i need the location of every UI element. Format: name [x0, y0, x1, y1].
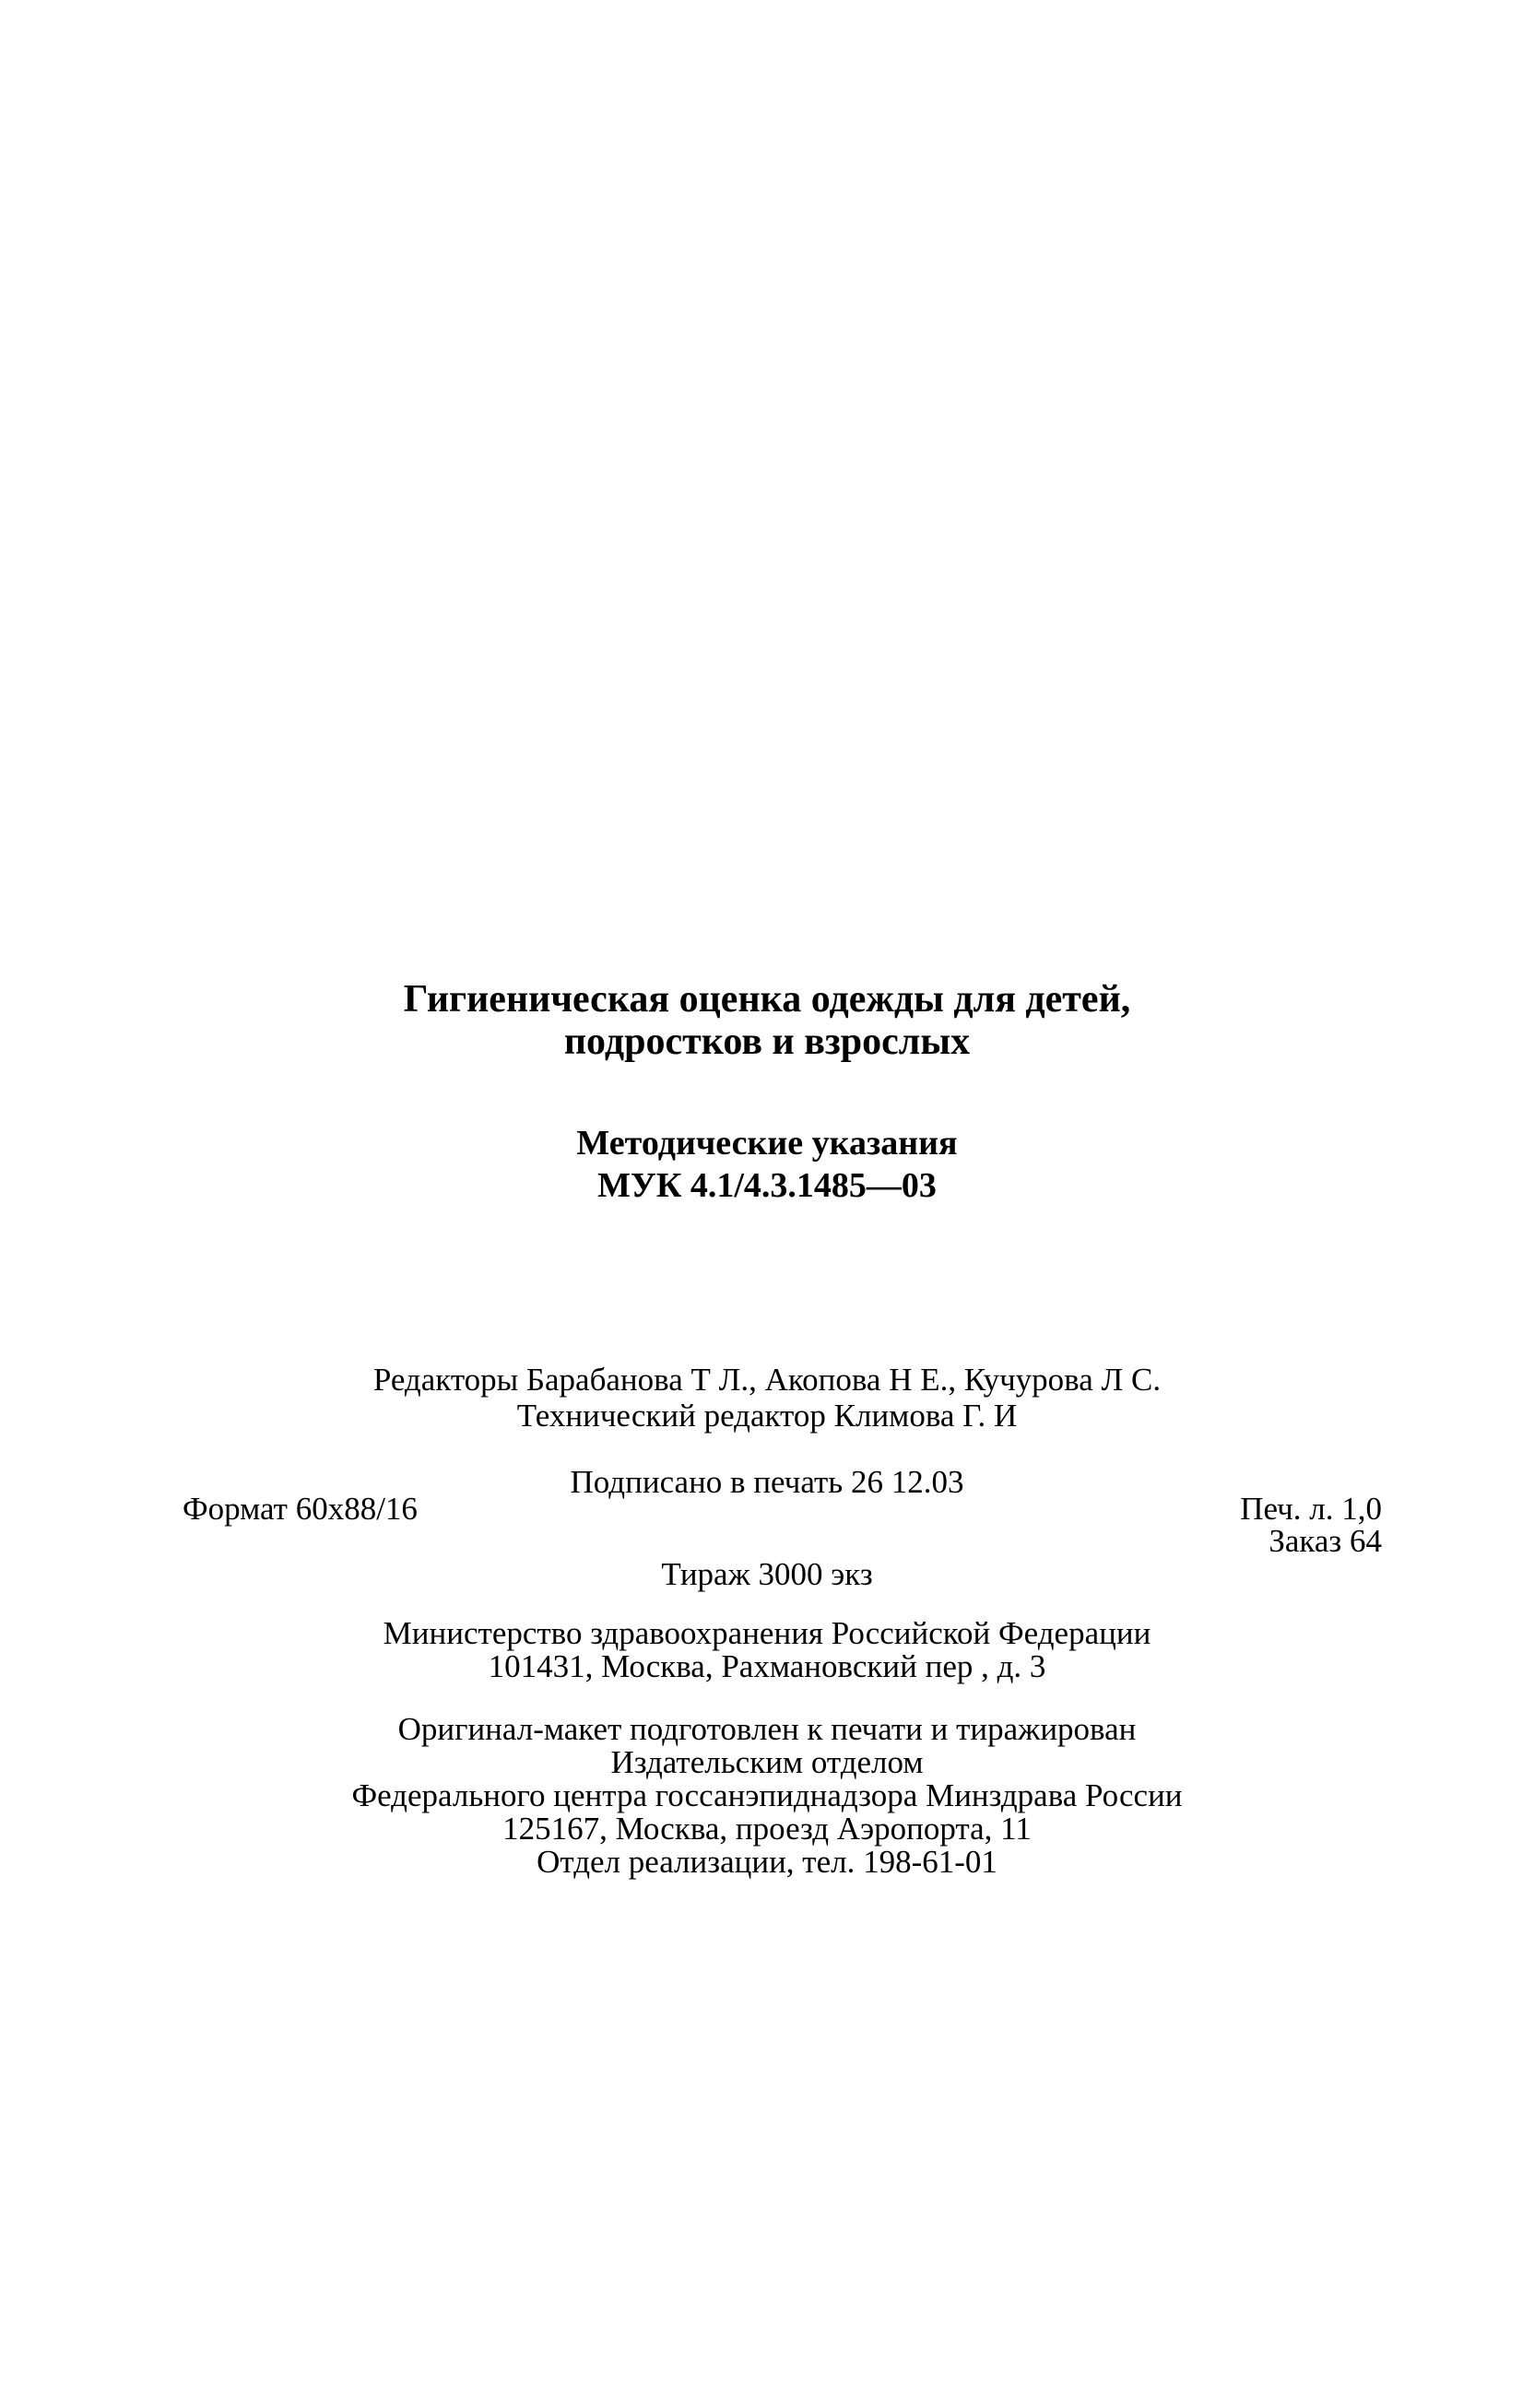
production-address: 125167, Москва, проезд Аэропорта, 11: [502, 1811, 1032, 1847]
signed-to-print: Подписано в печать 26 12.03: [570, 1464, 964, 1500]
paper-format: Формат 60x88/16: [183, 1491, 418, 1527]
sales-department: Отдел реализации, тел. 198-61-01: [537, 1844, 997, 1880]
editors-line: Редакторы Барабанова Т Л., Акопова Н Е., Кучурова Л С.: [372, 1362, 1162, 1398]
publisher-name: Министерство здравоохранения Российской Федерации: [383, 1615, 1151, 1651]
production-line-1: Оригинал-макет подготовлен к печати и тиражирован: [397, 1711, 1137, 1747]
printed-sheets: Печ. л. 1,0: [1240, 1491, 1382, 1527]
technical-editor-line: Технический редактор Климова Г. И: [516, 1398, 1018, 1434]
document-code: МУК 4.1/4.3.1485—03: [597, 1166, 937, 1205]
publisher-address: 101431, Москва, Рахмановский пер , д. 3: [488, 1648, 1046, 1684]
title-line-2: подростков и взрослых: [563, 1021, 971, 1063]
production-line-2: Издательским отделом: [610, 1744, 924, 1780]
title-line-1: Гигиеническая оценка одежды для детей,: [403, 978, 1131, 1021]
subtitle-line-1: Методические указания: [576, 1124, 958, 1163]
circulation: Тираж 3000 экз: [661, 1556, 873, 1592]
order-number: Заказ 64: [1268, 1523, 1382, 1559]
production-line-3: Федерального центра госсанэпиднадзора Минздрава России: [351, 1777, 1183, 1813]
